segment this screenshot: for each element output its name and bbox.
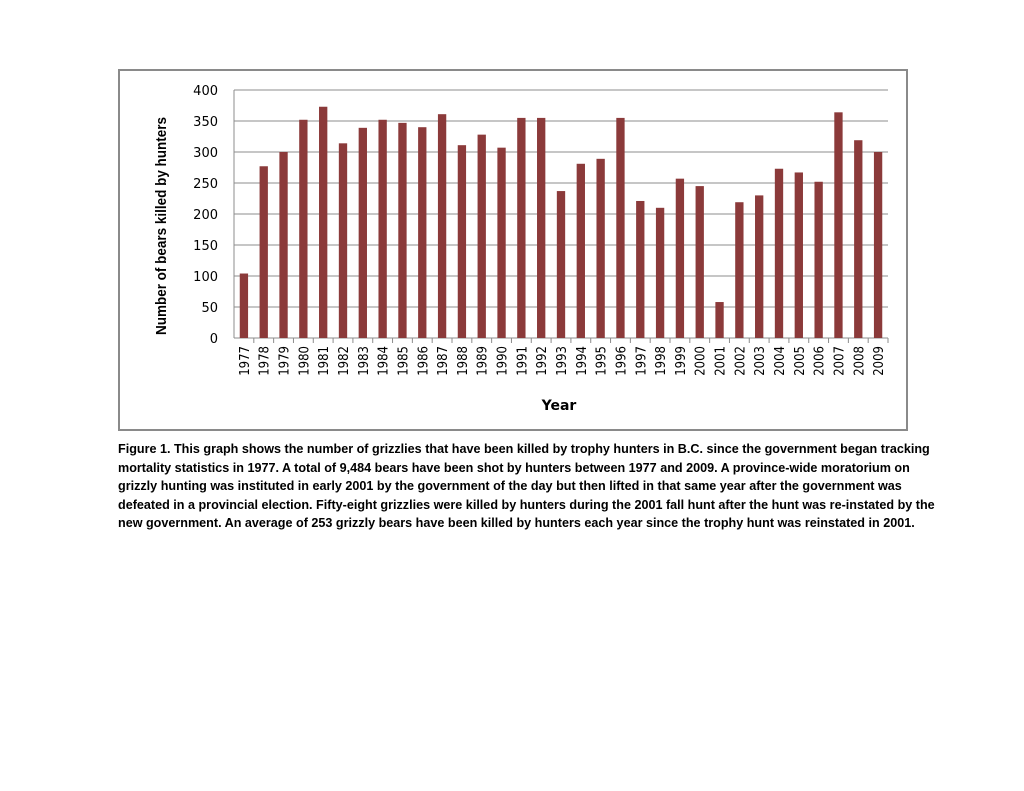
x-tick-label: 1995: [594, 346, 610, 376]
x-tick-label: 1977: [237, 346, 253, 376]
bar-1989: [478, 135, 486, 338]
x-tick-label: 1983: [356, 346, 372, 376]
bar-2004: [775, 169, 783, 338]
x-tick-label: 2001: [713, 346, 729, 376]
bar-2000: [696, 186, 704, 338]
x-tick-label: 1986: [416, 346, 432, 376]
chart-frame: [118, 69, 908, 431]
y-tick-label: 0: [209, 332, 218, 347]
x-tick-label: 1988: [455, 346, 471, 376]
x-tick-label: 1978: [257, 346, 273, 376]
y-tick-label: 150: [193, 239, 218, 254]
bar-1980: [299, 120, 307, 338]
bar-1987: [438, 114, 446, 338]
figure-caption: Figure 1. This graph shows the number of grizzlies that have been killed by trophy hunters in B.C. since the government began tracking mortality statistics in 1977. A total of 9,484 bears have been shot by hunters between 1977 and 2009. A province-wide moratorium on grizzly hunting was instituted in early 2001 by the government of the day but then lifted in that same year after the government was defeated in a provincial election. Fifty-eight grizzlies were killed by hunters during the 2001 fall hunt after the hunt was re-instated by the new government. An average of 253 grizzly bears have been killed by hunters each year since the trophy hunt was reinstated in 2001.: [118, 442, 935, 531]
bar-1979: [279, 152, 287, 338]
x-tick-label: 2004: [773, 346, 788, 376]
bar-1997: [636, 201, 644, 338]
bar-1977: [240, 274, 248, 338]
x-axis-label: Year: [541, 398, 577, 414]
bar-1998: [656, 208, 664, 338]
y-tick-label: 400: [193, 84, 218, 99]
x-tick-labels: [238, 338, 888, 376]
x-tick-label: 1980: [297, 346, 313, 376]
x-tick-label: 2000: [693, 346, 709, 376]
x-tick-label: 2006: [812, 346, 828, 376]
bar-chart: [120, 71, 910, 433]
x-tick-label: 1994: [574, 346, 590, 376]
x-tick-label: 1998: [654, 346, 670, 376]
bar-1982: [339, 143, 347, 338]
x-tick-label: 2009: [872, 346, 888, 376]
bar-1986: [418, 127, 426, 338]
bar-1994: [577, 164, 585, 338]
x-tick-label: 2002: [733, 346, 749, 376]
x-tick-label: 1993: [555, 346, 570, 376]
y-tick-label: 50: [201, 301, 218, 316]
bar-2002: [735, 202, 743, 338]
bar-1981: [319, 107, 327, 338]
bar-2001: [715, 302, 723, 338]
y-tick-label: 200: [193, 208, 218, 223]
x-tick-label: 2003: [753, 346, 769, 376]
x-tick-label: 1996: [614, 346, 630, 376]
bar-2008: [854, 140, 862, 338]
x-tick-label: 1991: [515, 346, 531, 376]
bar-2003: [755, 195, 763, 338]
bar-1985: [398, 123, 406, 338]
bar-1995: [596, 159, 604, 338]
x-tick-label: 1981: [317, 346, 333, 376]
y-tick-label: 250: [193, 177, 218, 192]
y-tick-label: 100: [193, 270, 218, 285]
bar-1990: [497, 148, 505, 338]
y-axis-label: Number of bears killed by hunters: [153, 92, 170, 335]
x-tick-label: 1987: [436, 346, 452, 376]
x-tick-label: 1990: [495, 346, 511, 376]
bar-2007: [834, 112, 842, 338]
y-tick-label: 300: [193, 146, 218, 161]
x-tick-label: 2005: [792, 346, 808, 376]
bar-2005: [795, 172, 803, 338]
x-tick-label: 1979: [277, 346, 293, 376]
bar-2009: [874, 152, 882, 338]
bar-1992: [537, 118, 545, 338]
y-tick-labels: [193, 84, 218, 347]
x-tick-label: 2008: [852, 346, 868, 376]
bar-1983: [359, 128, 367, 338]
bars: [240, 107, 883, 338]
x-tick-label: 2007: [832, 346, 848, 376]
bar-1999: [676, 179, 684, 338]
x-tick-label: 1984: [376, 346, 392, 376]
bar-1988: [458, 145, 466, 338]
x-tick-label: 1999: [673, 346, 689, 376]
bar-2006: [814, 182, 822, 338]
x-tick-label: 1985: [396, 346, 412, 376]
x-tick-label: 1992: [535, 346, 551, 376]
bar-1996: [616, 118, 624, 338]
x-tick-label: 1989: [475, 346, 491, 376]
bar-1991: [517, 118, 525, 338]
bar-1978: [260, 166, 268, 338]
y-tick-label: 350: [193, 115, 218, 130]
x-tick-label: 1982: [337, 346, 352, 376]
x-tick-label: 1997: [634, 346, 650, 376]
bar-1984: [378, 120, 386, 338]
bar-1993: [557, 191, 565, 338]
